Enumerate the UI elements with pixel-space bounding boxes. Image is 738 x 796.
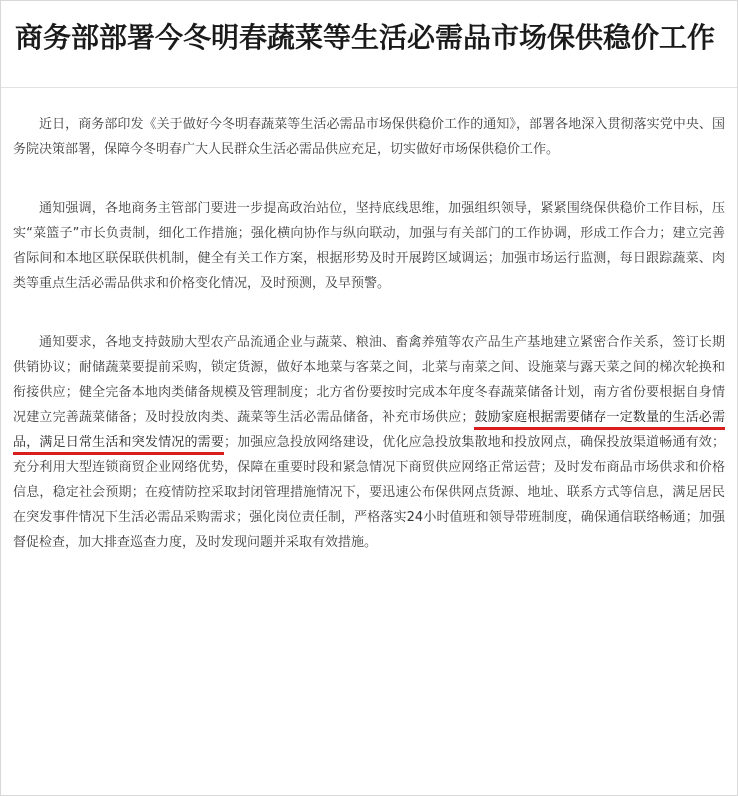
article-body <box>1 112 737 555</box>
paragraph-intro <box>13 112 725 162</box>
highlighted-sentence: 鼓励家庭根据需要储存一定数量的生活必需品，满足日常生活和突发情况的需要 <box>13 410 725 455</box>
paragraph-notice-emphasis <box>13 196 725 296</box>
paragraph-notice-requirements <box>13 330 725 555</box>
paragraph-requirements-text-after: ；加强应急投放网络建设，优化应急投放集散地和投放网点，确保投放渠道畅通有效；充分利用大型连锁商贸企业网络优势，保障在重要时段和紧急情况下商贸供应网络正常运营；及时发布商品市场供求和价格信息，稳定社会预期；在疫情防控采取封闭管理措施情况下，要迅速公布保供网点货源、地址、联系方式等信息，满足居民在突发事件情况下生活必需品采购需求；强化岗位责任制，严格落实24小时值班和领导带班制度，确保通信联络畅通；加强督促检查，加大排查巡查力度，及时发现问题并采取有效措施。 <box>13 435 725 550</box>
paragraph-requirements-text-before: 通知要求，各地支持鼓励大型农产品流通企业与蔬菜、粮油、畜禽养殖等农产品生产基地建立紧密合作关系，签订长期供销协议；耐储蔬菜要提前采购，锁定货源，做好本地菜与客菜之间，北菜与南菜之间、设施菜与露天菜之间的梯次轮换和衔接供应；健全完备本地肉类储备规模及管理制度；北方省份要按时完成本年度冬春蔬菜储备计划，南方省份要根据自身情况建立完善蔬菜储备；及时投放肉类、蔬菜等生活必需品储备，补充市场供应； <box>13 335 725 425</box>
paragraph-intro-text: 近日，商务部印发《关于做好今冬明春蔬菜等生活必需品市场保供稳价工作的通知》，部署各地深入贯彻落实党中央、国务院决策部署，保障今冬明春广大人民群众生活必需品供应充足，切实做好市场保供稳价工作。 <box>13 117 725 157</box>
article-title: 商务部部署今冬明春蔬菜等生活必需品市场保供稳价工作 <box>15 21 716 54</box>
paragraph-notice-emphasis-text: 通知强调，各地商务主管部门要进一步提高政治站位，坚持底线思维，加强组织领导，紧紧围绕保供稳价工作目标，压实“菜篮子”市长负责制，细化工作措施；强化横向协作与纵向联动，加强与有关部门的工作协调，形成工作合力；建立完善省际间和本地区联保联供机制，健全有关工作方案，根据形势及时开展跨区域调运；加强市场运行监测，每日跟踪蔬菜、肉类等重点生活必需品供求和价格变化情况，及时预测，及早预警。 <box>13 201 725 291</box>
title-divider <box>1 87 737 88</box>
